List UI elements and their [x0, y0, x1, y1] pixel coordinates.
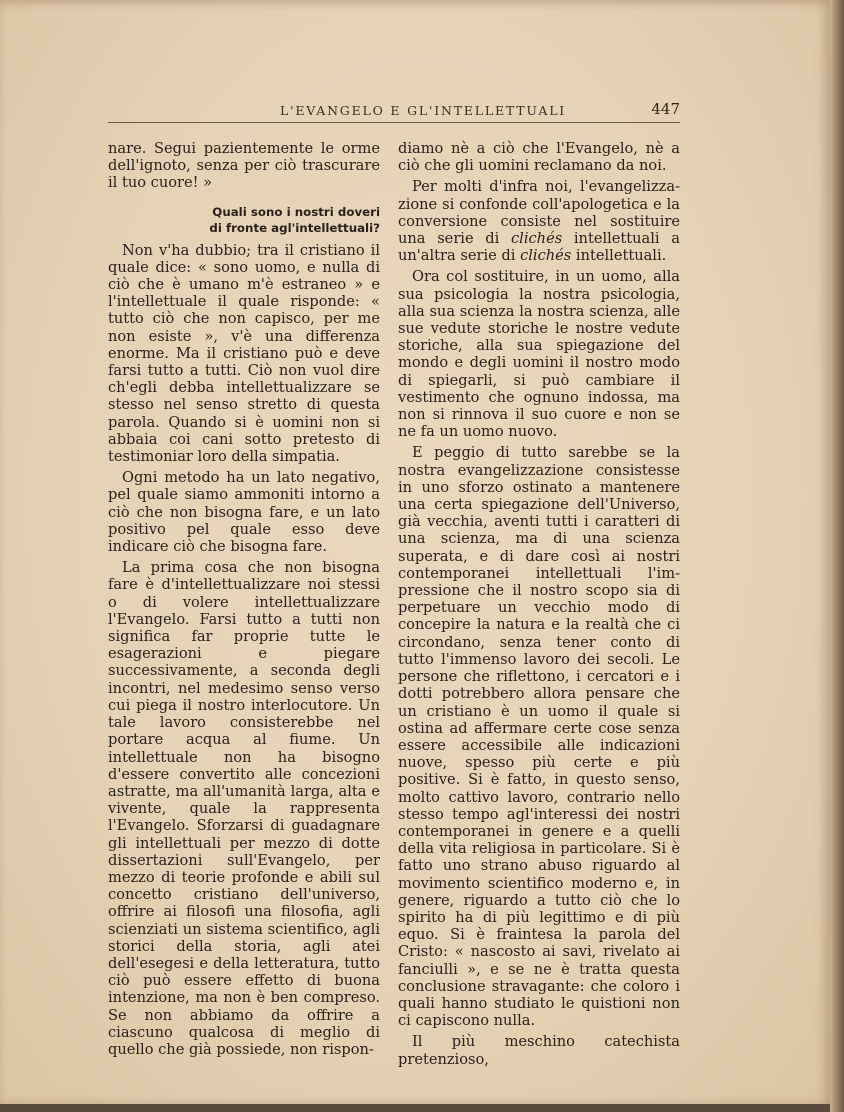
right-column	[398, 140, 680, 1068]
paragraph: E peggio di tutto sarebbe se la nostra evangelizzazione consistesse in uno sforzo ostinato a mantenere una certa spiegazione dell'Universo, già vecchia, aventi tutti i caratteri di una scienza, ma di una scienza superata, e di dare così ai nostri contemporanei intellettuali l'impressione che il nostro scopo sia di perpetuare un vecchio modo di concepire la natura e la realtà che ci circondano, senza tener conto di tutto l'immenso lavoro dei secoli. Le persone che riflettono, i cercatori e i dotti potrebbero allora pensare che un cristiano è un uomo il quale si ostina ad affermare certe cose senza essere accessibile alle indicazioni nuove, spesso più certe e più positive. Si è fatto, in questo senso, molto cattivo lavoro, contrario nello stesso tempo agl'interessi dei nostri contemporanei in genere e a quelli della vita religiosa in particolare. Si è fatto uno strano abuso riguardo al movimento scientifico moderno e, in genere, riguardo a tutto ciò che lo spirito ha di più legittimo e di più equo. Si è fraintesa la parola del Cristo: « nascosto ai savi, rivelato ai fanciulli », e se ne è tratta questa conclusione stravagante: che coloro i quali hanno studiato le quistioni non ci capiscono nulla.	[398, 444, 680, 1030]
left-column	[108, 140, 380, 1058]
paragraph	[398, 178, 680, 264]
text-run: intellettuali.	[571, 247, 667, 265]
heading-line: di fronte agl'intellettuali?	[209, 220, 380, 235]
page-number: 447	[651, 100, 680, 118]
paragraph: Il più meschino catechista pretenzioso,	[398, 1033, 680, 1068]
section-heading	[108, 204, 380, 236]
page-edge	[830, 0, 844, 1112]
italic-term: clichés	[520, 247, 572, 265]
running-header	[108, 100, 680, 123]
paragraph: diamo nè a ciò che l'Evangelo, nè a ciò che gli uomini reclamano da noi.	[398, 140, 680, 175]
paragraph: Non v'ha dubbio; tra il cristiano il quale dice: « sono uomo, e nulla di ciò che è umano m'è estraneo » e l'intellettuale il quale risponde: « tutto ciò che non capisco, per me non esiste », v'è una differenza enorme. Ma il cristiano può e deve farsi tutto a tutti. Ciò non vuol dire ch'egli debba intellettualizzare se stesso nel senso stretto di questa parola. Quando si è uomini non si abbaia coi cani sotto pretesto di testimoniar loro della simpatia.	[108, 241, 380, 466]
text-run: intellettuali a un'altra serie di	[398, 230, 680, 265]
italic-term: clichés	[510, 230, 563, 248]
paragraph: Ora col sostituire, in un uomo, alla sua psicologia la nostra psicologia, alla sua scienza la nostra scienza, alle sue vedute storiche le nostre vedute storiche, alla sua spiegazione del mondo e degli uomini il nostro modo di spiegarli, si può cambiare il vestimento che ognuno indossa, ma non si rinnova il suo cuore e non se ne fa un uomo nuovo.	[398, 268, 680, 441]
heading-line: Quali sono i nostri doveri	[212, 204, 380, 219]
paragraph: Ogni metodo ha un lato negativo, pel quale siamo ammoniti intorno a ciò che non bisogna fare, e un lato positivo pel quale esso deve indicare ciò che bisogna fare.	[108, 469, 380, 556]
paragraph: nare. Segui pazientemente le orme dell'ignoto, senza per ciò trascurare il tuo cuore! »	[108, 140, 380, 192]
text-run: Per molti d'infra noi, l'evangelizzazione si confonde coll'apologetica e la conversione consiste nel sostituire una serie di	[398, 178, 680, 248]
running-title: L'EVANGELO E GL'INTELLETTUALI	[280, 103, 567, 118]
paragraph: La prima cosa che non bisogna fare è d'intellettualizzare noi stessi o di volere intellettualizzare l'Evangelo. Farsi tutto a tutti non significa far proprie tutte le esagerazioni e piegare successivamente, a seconda degli incontri, nel medesimo senso verso cui piega il nostro interlocutore. Un tale lavoro consisterebbe nel portare acqua al fiume. Un intellettuale non ha bisogno d'essere convertito alle concezioni astratte, ma all'umanità larga, alta e vivente, quale la rappresenta l'Evangelo. Sforzarsi di guadagnare gli intellettuali per mezzo di dotte dissertazioni sull'Evangelo, per mezzo di teorie profonde e abili sul concetto cristiano dell'universo, offrire ai filosofi una filosofia, agli scienziati un sistema scientifico, agli storici della storia, agli atei dell'esegesi e della letteratura, tutto ciò può essere effetto di buona intenzione, ma non è ben compreso. Se non abbiamo da offrire a ciascuno qualcosa di meglio di quello che già possiede, non rispon-	[108, 559, 380, 1058]
